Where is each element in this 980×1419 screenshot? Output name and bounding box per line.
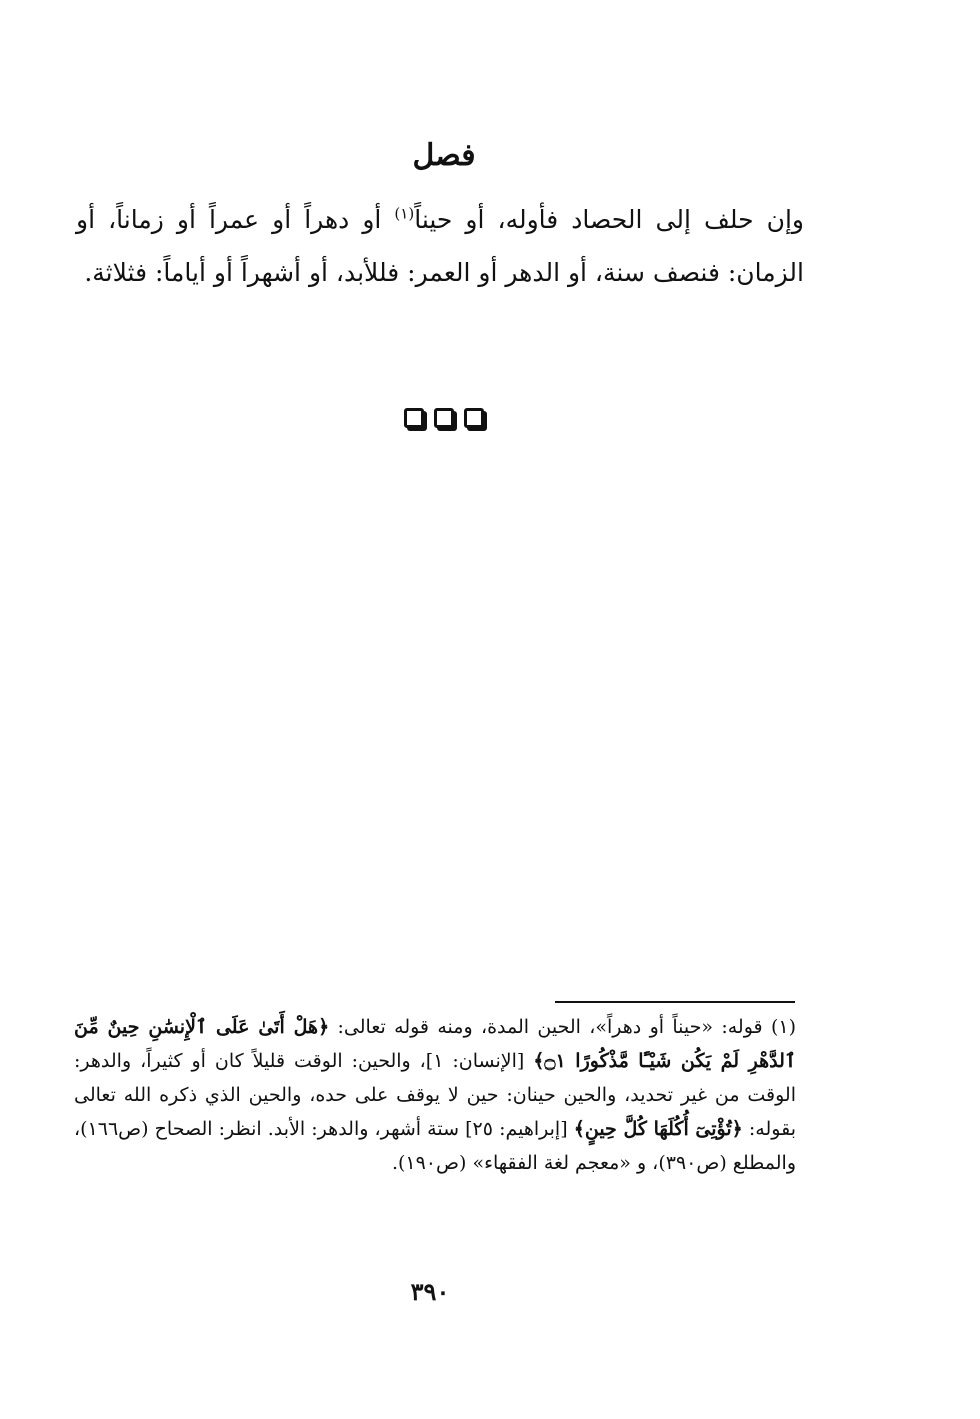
footnote: [74, 1010, 796, 1180]
main-text-part1: وإن حلف إلى الحصاد فأوله، أو حيناً: [414, 205, 805, 234]
quran-verse-1: ﴿هَلْ أَتَىٰ عَلَى ٱلْإِنسَٰنِ حِينٌ مِّنَ ٱلدَّهْرِ لَمْ يَكُن شَيْـًٔا مَّذْكُورًا ۝١﴾: [74, 1016, 796, 1072]
footnote-rule: [555, 1001, 795, 1003]
footnote-marker: (١): [770, 1016, 796, 1038]
footnote-text-1: قوله: «حيناً أو دهراً»، الحين المدة، ومنه قوله تعالى:: [329, 1016, 771, 1038]
footnote-text-2: [الإنسان: ١]، والحين: الوقت قليلاً كان أو كثيراً، والدهر: الوقت من غير تحديد، والحين حينان: حين لا يوقف على حده، والحين الذي ذكره الله تعالى بقوله:: [74, 1050, 796, 1140]
footnote-text-3: [إبراهيم: ٢٥] ستة أشهر، والدهر: الأبد. انظر: الصحاح (ص١٦٦)، والمطلع (ص٣٩٠)، و «معجم لغة الفقهاء» (ص١٩٠).: [74, 1118, 796, 1174]
section-separator: [0, 408, 888, 428]
section-heading: فصل: [412, 138, 476, 173]
separator-box-icon: [434, 408, 454, 428]
page-number: ٣٩٠: [410, 1277, 450, 1306]
quran-verse-2: ﴿تُؤْتِىٓ أُكُلَهَا كُلَّ حِينٍ﴾: [573, 1118, 743, 1140]
footnote-reference[interactable]: (١): [394, 204, 415, 223]
main-paragraph: [76, 193, 804, 299]
main-text-part2: أو دهراً أو عمراً أو زماناً، أو الزمان: فنصف سنة، أو الدهر أو العمر: فللأبد، أو أشهراً أو أياماً: فثلاثة.: [76, 205, 804, 287]
separator-box-icon: [404, 408, 424, 428]
separator-box-icon: [464, 408, 484, 428]
